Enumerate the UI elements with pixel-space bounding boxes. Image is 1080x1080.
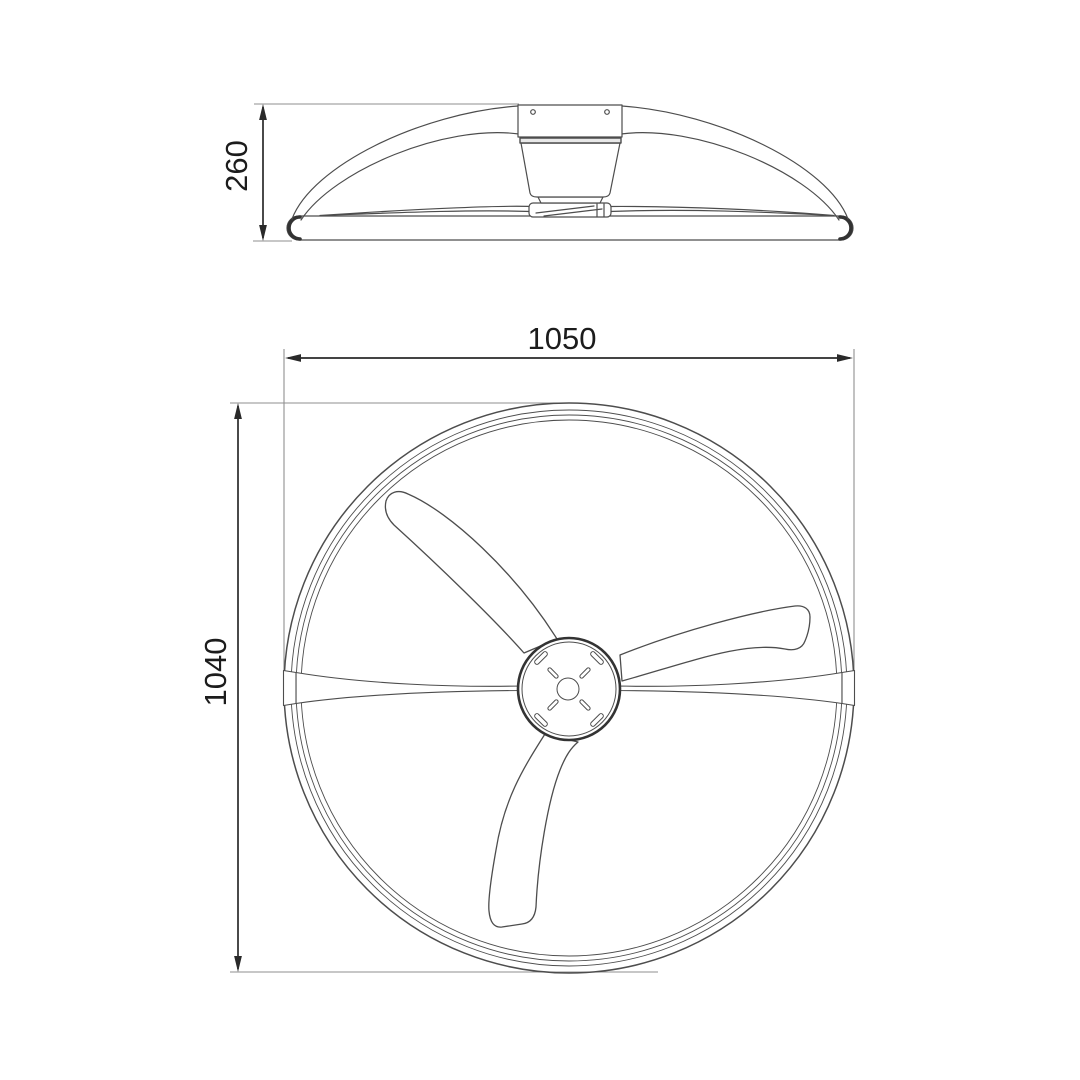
ring-side-profile (287, 216, 853, 240)
dimension-value-side-height: 260 (219, 140, 254, 192)
left-arm-outer-curve (292, 106, 518, 219)
arrowhead-up-icon (234, 403, 242, 419)
dimension-value-plan-width: 1050 (527, 321, 597, 356)
arrowhead-left-icon (285, 354, 301, 362)
left-blade-edge-profile (320, 206, 531, 215)
motor-flange (538, 197, 603, 203)
left-support-arm (296, 673, 521, 704)
canopy-ring-band (520, 138, 621, 143)
plan-view (284, 403, 855, 973)
right-arm-root-mount (842, 671, 855, 706)
right-arm-outer-curve (622, 106, 848, 219)
blade-bottom (489, 734, 578, 927)
dimension-value-plan-height: 1040 (198, 637, 233, 707)
blade-upper-left (385, 492, 557, 653)
arrowhead-down-icon (234, 956, 242, 972)
arrowhead-down-icon (259, 225, 267, 241)
right-blade-edge-profile (609, 206, 834, 215)
blade-right (620, 606, 810, 681)
arrowhead-right-icon (837, 354, 853, 362)
left-arm-root-mount (284, 671, 297, 706)
side-elevation-view (287, 105, 853, 240)
arrowhead-up-icon (259, 104, 267, 120)
hub-outer-circle (518, 638, 620, 740)
right-support-arm (617, 673, 842, 704)
motor-housing (521, 143, 620, 197)
